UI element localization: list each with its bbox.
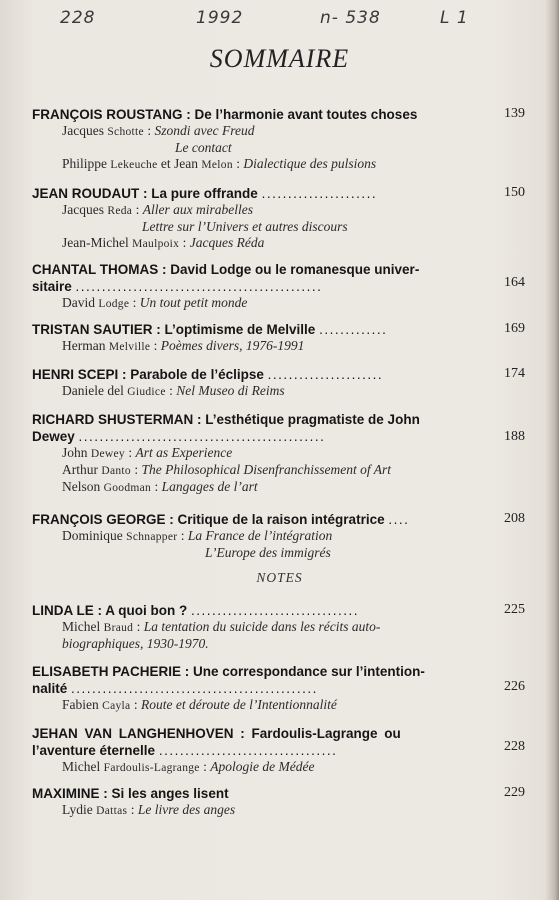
leader-dots: ............................................... xyxy=(75,279,323,294)
entry-title: La pure offrande xyxy=(151,186,258,201)
toc-entry xyxy=(32,602,525,652)
reviewed-work: Michel Braud : La tentation du suicide dans les récits auto- xyxy=(62,619,381,634)
entry-author: TRISTAN SAUTIER : xyxy=(32,322,161,337)
reviewed-work: Jean-Michel Maulpoix : Jacques Réda xyxy=(62,235,265,250)
entry-title: Si les anges lisent xyxy=(111,786,229,801)
handwritten-note-number: 228 xyxy=(60,8,96,28)
entry-page-number: 174 xyxy=(504,366,525,381)
entry-title: David Lodge ou le romanesque univer- xyxy=(170,262,420,277)
leader-dots: ...................... xyxy=(261,186,378,201)
reviewed-work: Herman Melville : Poèmes divers, 1976-1991 xyxy=(62,338,305,353)
notes-heading: NOTES xyxy=(256,570,303,585)
toc-entry xyxy=(32,725,525,776)
entry-title: Critique de la raison intégratrice xyxy=(177,512,385,527)
entry-page-number: 188 xyxy=(504,429,525,444)
entry-page-number: 139 xyxy=(504,106,525,121)
handwritten-note-code: L 1 xyxy=(440,8,469,28)
entry-page-number: 208 xyxy=(504,511,525,526)
entry-title-continuation: sitaire xyxy=(32,279,72,294)
reviewed-work: David Lodge : Un tout petit monde xyxy=(62,295,248,310)
toc-entry xyxy=(32,511,525,561)
leader-dots: ............................................... xyxy=(71,681,318,696)
handwritten-note-issue: n- 538 xyxy=(320,8,381,28)
entry-title-continuation: nalité xyxy=(32,681,68,696)
entry-author: ELISABETH PACHERIE : xyxy=(32,664,190,679)
toc-entry xyxy=(32,321,525,355)
entry-author: MAXIMINE : xyxy=(32,786,108,801)
reviewed-work: Philippe Lekeuche et Jean Melon : Dialectique des pulsions xyxy=(62,156,377,171)
entry-author: JEAN ROUDAUT : xyxy=(32,186,148,201)
entry-title-continuation: Dewey xyxy=(32,429,75,444)
leader-dots: ................................ xyxy=(191,603,360,618)
toc-entry xyxy=(32,411,525,496)
reviewed-work: John Dewey : Art as Experience xyxy=(62,445,233,460)
entry-title: De l’harmonie avant toutes choses xyxy=(194,107,418,122)
leader-dots: .................................. xyxy=(158,743,338,758)
reviewed-work: Dominique Schnapper : La France de l’intégration xyxy=(62,528,333,543)
reviewed-work-continuation: Lettre sur l’Univers et autres discours xyxy=(142,219,348,234)
leader-dots: ............. xyxy=(319,322,388,337)
entry-page-number: 164 xyxy=(504,275,525,290)
reviewed-work: Fabien Cayla : Route et déroute de l’Intentionnalité xyxy=(62,697,337,712)
reviewed-work: Jacques Schotte : Szondi avec Freud xyxy=(62,123,255,138)
toc-entry xyxy=(32,261,525,312)
entry-author: FRANÇOIS GEORGE : xyxy=(32,512,174,527)
reviewed-work-continuation: biographiques, 1930-1970. xyxy=(62,636,209,651)
entry-author: LINDA LE : xyxy=(32,603,102,618)
entry-title: Une correspondance sur l’intention- xyxy=(193,664,425,679)
toc-entry xyxy=(32,185,525,252)
toc-entry xyxy=(32,785,525,819)
entry-page-number: 169 xyxy=(504,321,525,336)
entry-author: CHANTAL THOMAS : xyxy=(32,262,167,277)
entry-page-number: 226 xyxy=(504,679,525,694)
entry-title: L’optimisme de Melville xyxy=(164,322,316,337)
toc-entry xyxy=(32,663,525,714)
page-title: SOMMAIRE xyxy=(209,44,350,73)
toc-entry xyxy=(32,106,525,173)
reviewed-work: Michel Fardoulis-Lagrange : Apologie de Médée xyxy=(62,759,315,774)
entry-title: A quoi bon ? xyxy=(105,603,188,618)
entry-title: L’esthétique pragmatiste de John xyxy=(205,412,420,427)
entry-title-continuation: l’aventure éternelle xyxy=(32,743,156,758)
entry-author: HENRI SCEPI : xyxy=(32,367,127,382)
reviewed-work: Nelson Goodman : Langages de l’art xyxy=(62,479,258,494)
reviewed-work-continuation: L’Europe des immigrés xyxy=(205,545,331,560)
handwritten-note-year: 1992 xyxy=(196,8,244,28)
leader-dots: .... xyxy=(388,512,410,527)
entry-author: RICHARD SHUSTERMAN : xyxy=(32,412,202,427)
entry-author: FRANÇOIS ROUSTANG : xyxy=(32,107,191,122)
entry-page-number: 228 xyxy=(504,739,525,754)
reviewed-work: Jacques Reda : Aller aux mirabelles xyxy=(62,202,253,217)
entry-title: Parabole de l’éclipse xyxy=(130,367,264,382)
entry-page-number: 150 xyxy=(504,185,525,200)
reviewed-work: Arthur Danto : The Philosophical Disenfranchissement of Art xyxy=(62,462,391,477)
entry-page-number: 225 xyxy=(504,602,525,617)
reviewed-work-continuation: Le contact xyxy=(175,140,232,155)
entry-title: Fardoulis-Lagrange ou xyxy=(251,726,401,741)
reviewed-work: Daniele del Giudice : Nel Museo di Reims xyxy=(62,383,285,398)
page-binding-edge xyxy=(545,0,559,900)
entry-author: JEHAN VAN LANGHENHOVEN : xyxy=(32,726,245,741)
leader-dots: ............................................... xyxy=(78,429,326,444)
reviewed-work: Lydie Dattas : Le livre des anges xyxy=(62,802,236,817)
toc-entry xyxy=(32,366,525,400)
entry-page-number: 229 xyxy=(504,785,525,800)
leader-dots: ...................... xyxy=(267,367,384,382)
